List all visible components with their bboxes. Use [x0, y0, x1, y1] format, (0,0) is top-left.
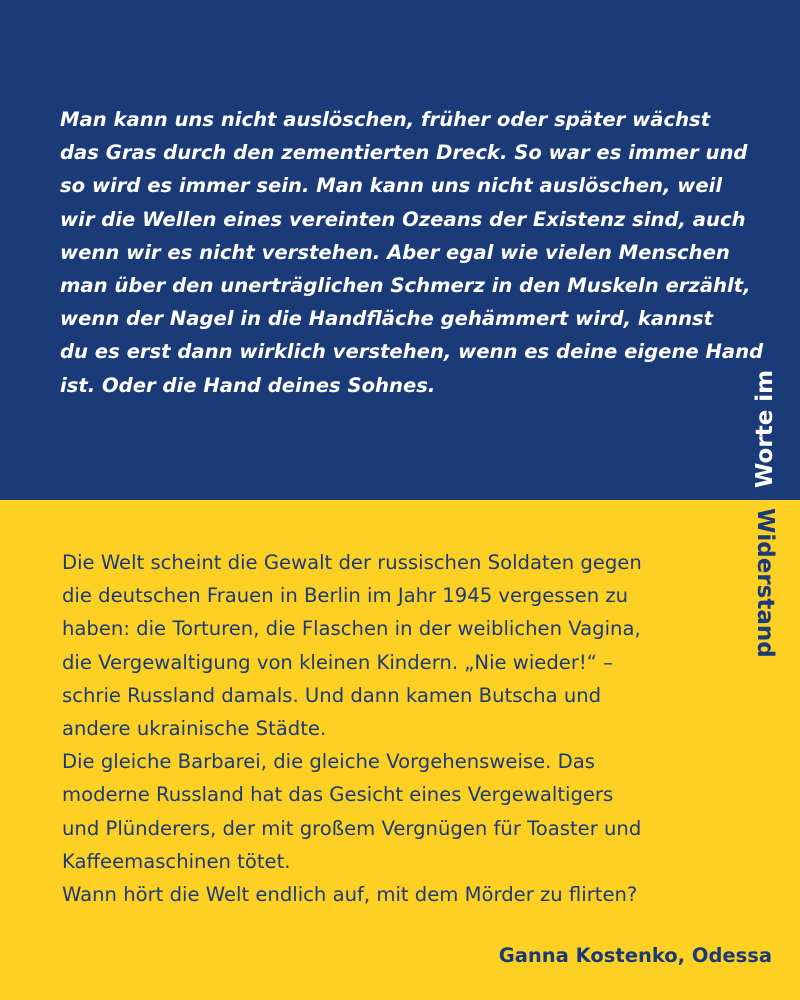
- quote-text: [60, 103, 764, 402]
- body-line: schrie Russland damals. Und dann kamen Butscha und: [62, 683, 602, 707]
- side-label-part2: Widerstand: [752, 508, 778, 658]
- body-line: und Plünderers, der mit großem Vergnügen für Toaster und: [62, 816, 642, 840]
- side-label-top: [752, 364, 778, 488]
- body-line: haben: die Torturen, die Flaschen in der weiblichen Vagina,: [62, 617, 641, 641]
- side-label-part1: Worte im: [752, 369, 778, 488]
- quote-line: du es erst dann wirklich verstehen, wenn es deine eigene Hand: [60, 340, 764, 364]
- quote-line: wir die Wellen eines vereinten Ozeans der Existenz sind, auch: [60, 207, 746, 231]
- body-line: die deutschen Frauen in Berlin im Jahr 1945 vergessen zu: [62, 584, 629, 608]
- quote-line: das Gras durch den zementierten Dreck. So war es immer und: [60, 141, 748, 165]
- body-line: andere ukrainische Städte.: [62, 717, 327, 741]
- side-label-bottom: [752, 508, 778, 664]
- body-line: Kaffeemaschinen tötet.: [62, 849, 291, 873]
- quote-line: Man kann uns nicht auslöschen, früher oder später wächst: [60, 108, 711, 131]
- body-line: Die Welt scheint die Gewalt der russischen Soldaten gegen: [62, 551, 642, 574]
- quote-line: so wird es immer sein. Man kann uns nicht auslöschen, weil: [60, 174, 723, 198]
- signature: Ganna Kostenko, Odessa: [498, 944, 772, 967]
- body-line: moderne Russland hat das Gesicht eines Vergewaltigers: [62, 783, 614, 807]
- body-line: die Vergewaltigung von kleinen Kindern. „Nie wieder!“ –: [62, 650, 613, 674]
- body-line: Wann hört die Welt endlich auf, mit dem Mörder zu flirten?: [62, 883, 638, 907]
- body-line: Die gleiche Barbarei, die gleiche Vorgehensweise. Das: [62, 750, 595, 774]
- quote-line: man über den unerträglichen Schmerz in den Muskeln erzählt,: [60, 274, 751, 298]
- quote-line: wenn wir es nicht verstehen. Aber egal wie vielen Menschen: [60, 240, 730, 264]
- body-text: [62, 546, 742, 911]
- quote-line: wenn der Nagel in die Handfläche gehämmert wird, kannst: [60, 307, 714, 331]
- quote-line: ist. Oder die Hand deines Sohnes.: [60, 373, 436, 397]
